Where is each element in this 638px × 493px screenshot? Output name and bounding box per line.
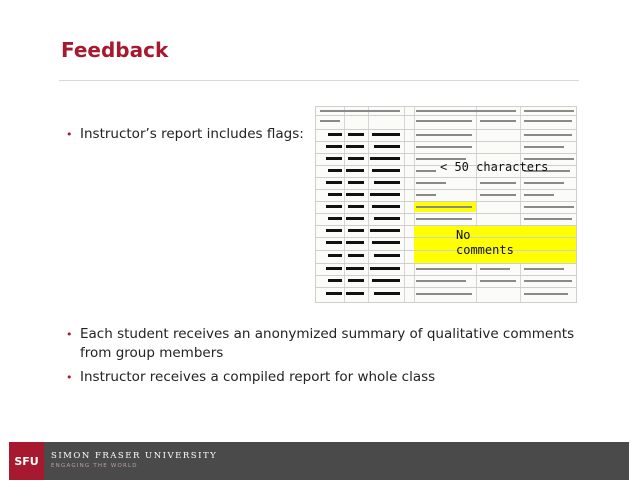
report-header-text	[524, 120, 572, 122]
report-comment-text	[416, 206, 472, 208]
redacted-name	[374, 181, 400, 184]
report-comment-text	[524, 134, 572, 136]
redacted-name	[328, 133, 342, 136]
report-header-text	[416, 110, 516, 112]
redacted-name	[346, 292, 364, 295]
redacted-name	[372, 169, 400, 172]
bullet-text: Instructor receives a compiled report for whole class	[80, 369, 436, 385]
redacted-name	[372, 205, 400, 208]
report-comment-text	[480, 268, 510, 270]
bullet-dot-icon: •	[66, 371, 73, 384]
redacted-name	[328, 169, 342, 172]
bullet-text: Each student receives an anonymized summary of qualitative comments from group members	[80, 326, 575, 361]
report-header-text	[320, 120, 340, 122]
report-row-line	[316, 153, 577, 154]
report-row-line	[316, 141, 577, 142]
redacted-name	[348, 229, 364, 232]
report-comment-text	[416, 146, 472, 148]
redacted-name	[348, 133, 364, 136]
redacted-name	[346, 217, 364, 220]
bullet-item	[66, 125, 304, 144]
report-comment-text	[524, 280, 572, 282]
slide-title: Feedback	[61, 38, 169, 62]
redacted-name	[348, 205, 364, 208]
report-row-line	[316, 250, 577, 251]
redacted-name	[348, 279, 364, 282]
bullet-dot-icon: •	[66, 128, 73, 141]
report-comment-text	[416, 134, 472, 136]
report-comment-text	[524, 206, 574, 208]
report-comment-text	[416, 293, 472, 295]
redacted-name	[370, 193, 400, 196]
redacted-name	[372, 241, 400, 244]
university-tagline: ENGAGING THE WORLD	[51, 463, 138, 469]
report-row-line	[316, 287, 577, 288]
report-comment-text	[524, 182, 564, 184]
bullet-dot-icon: •	[66, 328, 73, 341]
report-column-line	[344, 107, 345, 303]
redacted-name	[346, 169, 364, 172]
redacted-name	[326, 205, 342, 208]
report-comment-text	[480, 194, 516, 196]
redacted-name	[346, 193, 364, 196]
redacted-name	[328, 254, 342, 257]
report-comment-text	[524, 268, 564, 270]
report-row-line	[316, 237, 577, 238]
short-comment-flag-label: < 50 characters	[440, 160, 549, 174]
redacted-name	[372, 279, 400, 282]
redacted-name	[326, 241, 342, 244]
redacted-name	[346, 267, 364, 270]
report-header-text	[524, 110, 574, 112]
redacted-name	[326, 229, 342, 232]
redacted-name	[326, 267, 342, 270]
report-row-line	[316, 213, 577, 214]
report-row-line	[316, 189, 577, 190]
report-header-text	[320, 110, 400, 112]
redacted-name	[346, 145, 364, 148]
redacted-name	[348, 157, 364, 160]
report-column-line	[476, 107, 477, 303]
report-comment-text	[524, 218, 572, 220]
report-header-text	[480, 120, 516, 122]
report-column-line	[404, 107, 405, 303]
report-screenshot-image	[315, 106, 577, 303]
report-row-line	[316, 201, 577, 202]
redacted-name	[370, 229, 400, 232]
report-comment-text	[416, 194, 436, 196]
bullet-item	[66, 368, 436, 387]
no-comments-flag-label: No comments	[456, 228, 514, 257]
report-comment-text	[524, 194, 554, 196]
redacted-name	[374, 217, 400, 220]
report-row-line	[316, 177, 577, 178]
report-column-line	[368, 107, 369, 303]
redacted-name	[374, 292, 400, 295]
redacted-name	[348, 254, 364, 257]
report-comment-text	[480, 182, 516, 184]
report-comment-text	[524, 146, 564, 148]
report-row-line	[316, 263, 577, 264]
bullet-item	[66, 325, 580, 363]
sfu-logo: SFU	[9, 442, 44, 480]
redacted-name	[328, 279, 342, 282]
footer-bar	[9, 442, 629, 480]
university-name: SIMON FRASER UNIVERSITY	[51, 451, 218, 461]
report-comment-text	[416, 280, 466, 282]
redacted-name	[326, 145, 342, 148]
report-comment-text	[416, 268, 472, 270]
redacted-name	[374, 254, 400, 257]
redacted-name	[370, 267, 400, 270]
report-comment-text	[416, 170, 436, 172]
report-row-line	[316, 129, 577, 130]
report-row-line	[316, 275, 577, 276]
report-row-line	[316, 115, 577, 116]
redacted-name	[374, 145, 400, 148]
redacted-name	[372, 133, 400, 136]
redacted-name	[346, 241, 364, 244]
bullet-text: Instructor’s report includes flags:	[80, 126, 304, 142]
redacted-name	[370, 157, 400, 160]
redacted-name	[326, 292, 342, 295]
redacted-name	[326, 157, 342, 160]
report-row-line	[316, 225, 577, 226]
redacted-name	[328, 217, 342, 220]
report-column-line	[520, 107, 521, 303]
redacted-name	[326, 181, 342, 184]
report-comment-text	[480, 280, 516, 282]
report-comment-text	[416, 218, 472, 220]
title-divider	[59, 80, 579, 81]
redacted-name	[328, 193, 342, 196]
report-comment-text	[416, 182, 446, 184]
report-header-text	[416, 120, 472, 122]
report-comment-text	[524, 293, 568, 295]
redacted-name	[348, 181, 364, 184]
